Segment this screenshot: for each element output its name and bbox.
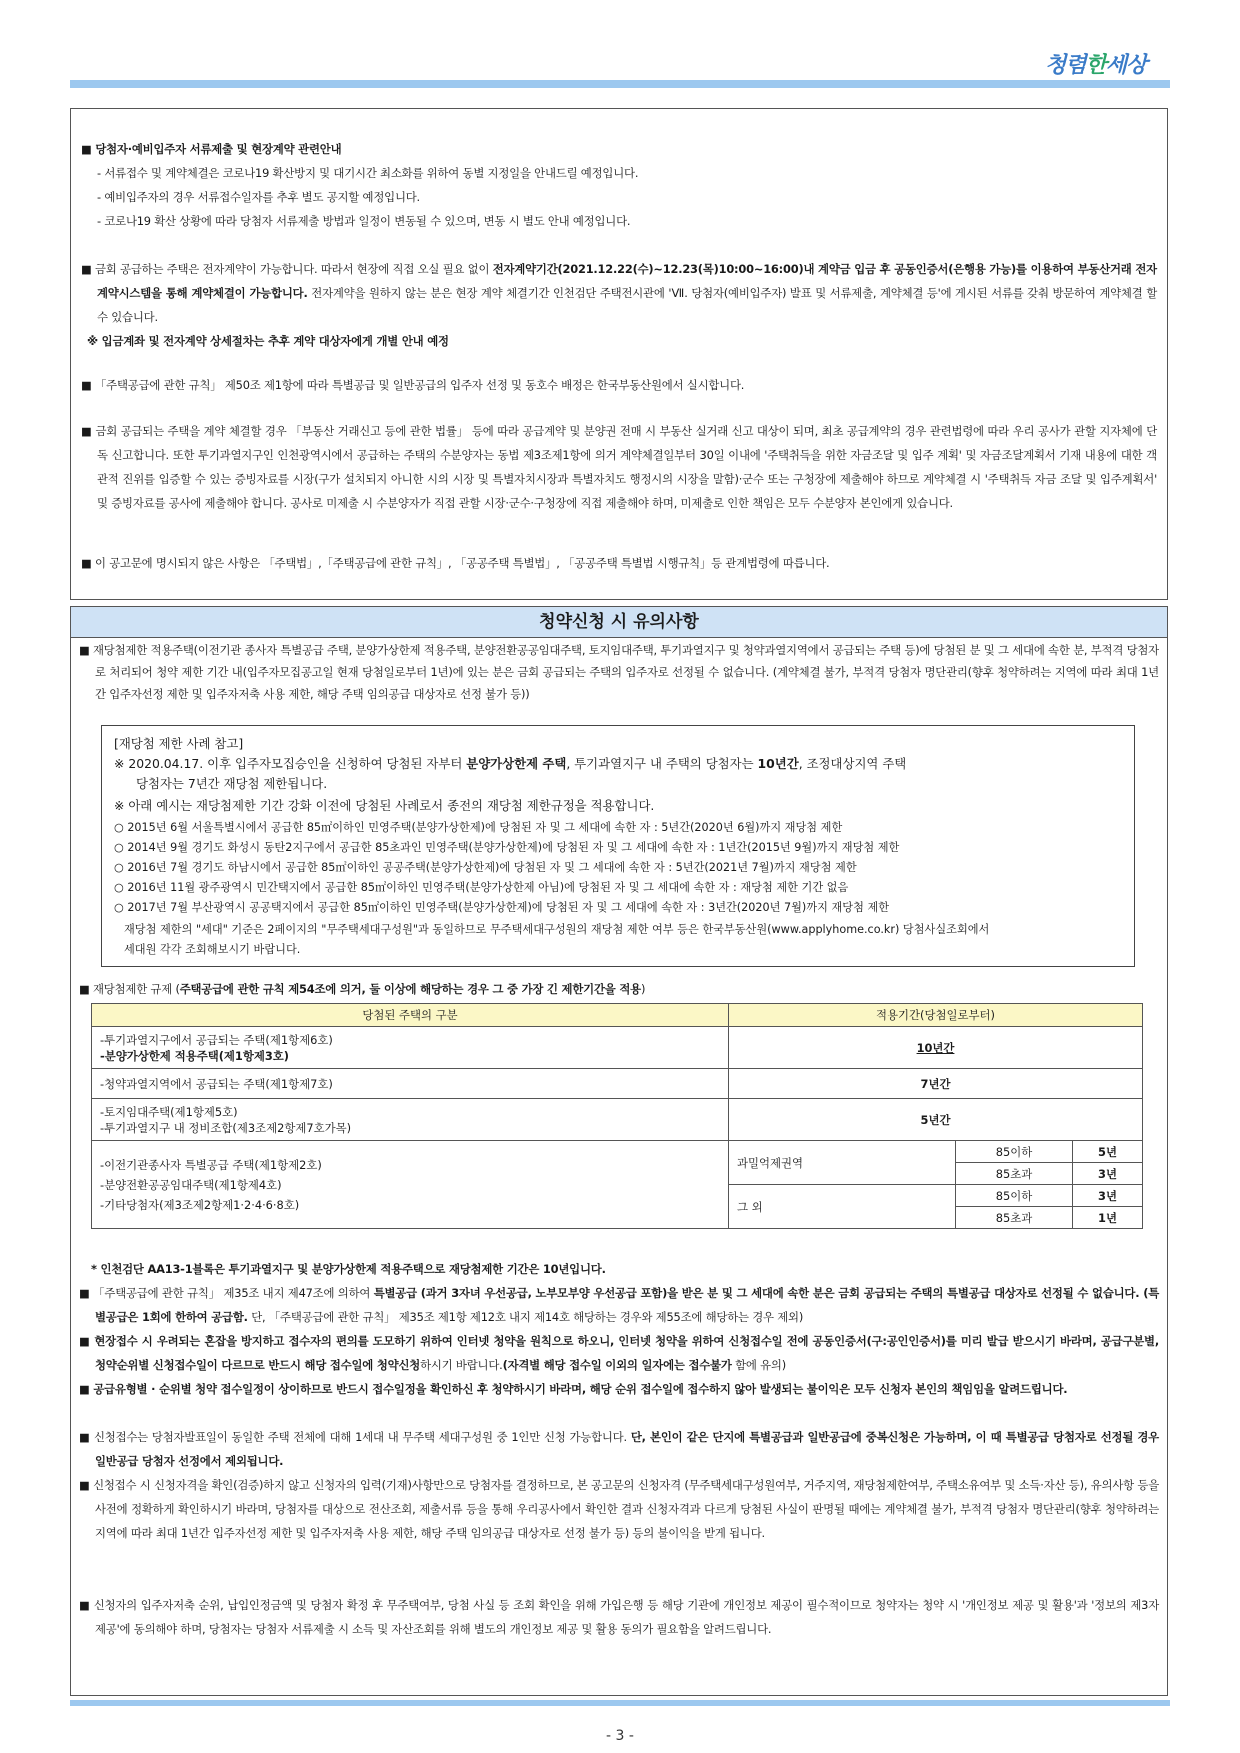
bullet-4: ■ 신청접수는 당첨자발표일이 동일한 주택 전체에 대해 1세대 내 무주택 세대구성원 중 1인만 신청 가능합니다. 단, 본인이 같은 단지에 특별공급과 일반공급에 중복신청은 가능하며, 이 때 특별공급 당첨자로 선정될 경우 일반공급 당첨자 선정에서 제외됩니다. [79,1430,1159,1468]
table-row: -토지임대주택(제1항제5호) -투기과열지구 내 정비조합(제3조제2항제7호가목) 5년간 [92,1099,1143,1141]
intro: ■ 재당첨제한 적용주택(이전기관 종사자 특별공급 주택, 분양가상한제 적용주택, 분양전환공공임대주택, 토지임대주택, 투기과열지구 및 청약과열지역에서 공급되는 주택 등)에 당첨된 분 및 그 세대에 속한 분, 부적격 당첨자로 처리되어 청약 제한 기간 내(입주자모집공고일 현재 당첨일로부터 1년)에 있는 분은 금회 공급되는 주택의 입주자로 선정될 수 없습니다. (계약체결 불가, 부적격 당첨자 명단관리(향후 청약하려는 지역에 따라 최대 1년간 입주자선정 제한 및 입주자저축 사용 제한, 해당 주택 임의공급 대상자로 선정 불가 등)) [79,643,1159,701]
restriction-table [91,1003,1143,1229]
p2: ■ 금회 공급하는 주택은 전자계약이 가능합니다. 따라서 현장에 직접 오실 필요 없이 전자계약기간(2021.12.22(수)~12.23(목)10:00~16:00)내 계약금 입금 후 공동인증서(은행용 가능)를 이용하여 부동산거래 전자계약시스템을 통해 계약체결이 가능합니다. 전자계약을 원하지 않는 분은 현장 계약 체결기간 인천검단 주택전시관에 'Ⅶ. 당첨자(예비입주자) 발표 및 서류제출, 계약체결 등'에 게시된 서류를 갖춰 방문하여 계약체결 할 수 있습니다. ※ 입금계좌 및 전자계약 상세절차는 추후 계약 대상자에게 개별 안내 예정 [81,262,1157,348]
rule-title: ■ 재당첨제한 규제 (주택공급에 관한 규칙 제54조에 의거, 둘 이상에 해당하는 경우 그 중 가장 긴 제한기간을 적용) [79,982,646,996]
top-rule [70,80,1170,88]
bottom-rule [70,1700,1170,1706]
table-row: 85초과 3년 [92,1163,1143,1185]
table-row: 85초과 1년 [92,1207,1143,1229]
table-row: -투기과열지구에서 공급되는 주택(제1항제6호) -분양가상한제 적용주택(제1항제3호) 10년간 [92,1027,1143,1069]
logo: 청렴한세상 [1045,53,1147,78]
example-foot: 세대원 각각 조회해보시기 바랍니다. [124,943,301,956]
example-case: ○ 2016년 7월 경기도 하남시에서 공급한 85㎡이하인 공공주택(분양가상한제)에 당첨된 자 및 그 세대에 속한 자 : 5년간(2021년 7월)까지 재당첨 제한 [114,861,857,874]
table-row: -이전기관종사자 특별공급 주택(제1항제2호) -분양전환공공임대주택(제1항제4호) -기타당첨자(제3조제2항제1·2·4·6·8호) 과밀억제권역 85이하 5년 [92,1141,1143,1163]
example-foot: 재당첨 제한의 "세대" 기준은 2페이지의 "무주택세대구성원"과 동일하므로 무주택세대구성원의 재당첨 제한 여부 등은 한국부동산원(www.applyhome.co.kr) 당첨사실조회에서 [124,923,990,936]
example-note-1: ※ 2020.04.17. 이후 입주자모집승인을 신청하여 당첨된 자부터 분양가상한제 주택, 투기과열지구 내 주택의 당첨자는 10년간, 조정대상지역 주택 [114,756,907,771]
page-number: - 3 - [606,1728,634,1744]
bullet-5: ■ 신청접수 시 신청자격을 확인(검증)하지 않고 신청자의 입력(기재)사항만으로 당첨자를 결정하므로, 본 공고문의 신청자격 (무주택세대구성원여부, 거주지역, 재당첨제한여부, 주택소유여부 및 소득·자산 등), 유의사항 등을 사전에 정확하게 확인하시기 바라며, 당첨자를 대상으로 전산조회, 제출서류 등을 통해 우리공사에서 확인한 결과 신청자격과 다르게 당첨된 사실이 판명될 때에는 계약체결 불가, 부적격 당첨자 명단관리(향후 청약하려는 지역에 따라 최대 1년간 입주자선정 제한 및 입주자저축 사용 제한, 해당 주택 임의공급 대상자로 선정 불가 등) 등의 불이익을 받게 됩니다. [79,1478,1159,1540]
section-heading: 청약신청 시 유의사항 [71,607,1167,638]
example-note-1b: 당첨자는 7년간 재당첨 제한됩니다. [136,776,328,791]
notice-box [70,108,1168,600]
bullet-6: ■ 신청자의 입주자저축 순위, 납입인정금액 및 당첨자 확정 후 무주택여부, 당첨 사실 등 조회 확인을 위해 가입은행 등 해당 기관에 개인정보 제공이 필수적이므로 청약자는 청약 시 '개인정보 제공 및 활용'과 '정보의 제3자 제공'에 동의해야 하며, 당첨자는 당첨자 서류제출 시 소득 및 자산조회를 위해 별도의 개인정보 제공 및 활용 동의가 필요함을 알려드립니다. [79,1598,1159,1636]
p4: ■ 금회 공급되는 주택을 계약 체결할 경우 「부동산 거래신고 등에 관한 법률」 등에 따라 공급계약 및 분양권 전매 시 부동산 실거래 신고 대상이 되며, 최초 공급계약의 경우 관련법령에 따라 우리 공사가 관할 지자체에 단독 신고합니다. 또한 투기과열지구인 인천광역시에서 공급하는 주택의 수분양자는 동법 제3조제1항에 의거 계약체결일부터 30일 이내에 '주택취득을 위한 자금조달 및 입주 계획' 및 자금조달계획서 기재 내용에 대한 객관적 진위를 입증할 수 있는 증빙자료를 시장(구가 설치되지 아니한 시의 시장 및 특별자치시장과 특별자치도 행정시의 시장을 말함)·군수 또는 구청장에 제출해야 하므로 계약체결 시 '주택취득 자금 조달 및 입주계획서' 및 증빙자료를 공사에 제출해야 합니다. 공사로 미제출 시 수분양자가 직접 관할 시장·군수·구청장에 직접 제출해야 하며, 미제출로 인한 책임은 모두 수분양자 본인에게 있습니다. [81,424,1157,510]
table-row: -청약과열지역에서 공급되는 주택(제1항제7호) 7년간 [92,1069,1143,1099]
table-header: 당첨된 주택의 구분 [92,1004,729,1027]
example-title: [재당첨 제한 사례 참고] [114,736,244,751]
example-box [101,725,1135,967]
example-case: ○ 2014년 9월 경기도 화성시 동탄2지구에서 공급한 85초과인 민영주택(분양가상한제)에 당첨된 자 및 그 세대에 속한 자 : 1년간(2015년 9월)까지 재당첨 제한 [114,841,900,854]
precautions-box [70,606,1168,1696]
p3: ■ 「주택공급에 관한 규칙」 제50조 제1항에 따라 특별공급 및 일반공급의 입주자 선정 및 동호수 배정은 한국부동산원에서 실시합니다. [81,378,745,392]
example-case: ○ 2016년 11월 광주광역시 민간택지에서 공급한 85㎡이하인 민영주택(분양가상한제 아님)에 당첨된 자 및 그 세대에 속한 자 : 재당첨 제한 기간 없음 [114,881,849,894]
example-case: ○ 2015년 6월 서울특별시에서 공급한 85㎡이하인 민영주택(분양가상한제)에 당첨된 자 및 그 세대에 속한 자 : 5년간(2020년 6월)까지 재당첨 제한 [114,821,843,834]
bullet-1: ■ 「주택공급에 관한 규칙」 제35조 내지 제47조에 의하여 특별공급 (과거 3자녀 우선공급, 노부모부양 우선공급 포함)을 받은 분 및 그 세대에 속한 분은 금회 공급되는 주택의 특별공급 대상자로 선정될 수 없습니다. (특별공급은 1회에 한하여 공급함. 단, 「주택공급에 관한 규칙」 제35조 제1항 제12호 내지 제14호 해당하는 경우와 제55조에 해당하는 경우 제외) [79,1286,1160,1324]
p5: ■ 이 공고문에 명시되지 않은 사항은 「주택법」,「주택공급에 관한 규칙」, 「공공주택 특별법」, 「공공주택 특별법 시행규칙」등 관계법령에 따릅니다. [81,556,830,570]
table-header: 적용기간(당첨일로부터) [729,1004,1143,1027]
p1: ■ 당첨자·예비입주자 서류제출 및 현장계약 관련안내 - 서류접수 및 계약체결은 코로나19 확산방지 및 대기시간 최소화를 위하여 동별 지정일을 안내드릴 예정입니다. - 예비입주자의 경우 서류접수일자를 추후 별도 공지할 예정입니다. - 코로나19 확산 상황에 따라 당첨자 서류제출 방법과 일정이 변동될 수 있으며, 변동 시 별도 안내 예정입니다. [81,142,639,228]
example-note-2: ※ 아래 예시는 재당첨제한 기간 강화 이전에 당첨된 사례로서 종전의 재당첨 제한규정을 적용합니다. [114,798,655,813]
example-case: ○ 2017년 7월 부산광역시 공공택지에서 공급한 85㎡이하인 민영주택(분양가상한제)에 당첨된 자 및 그 세대에 속한 자 : 3년간(2020년 7월)까지 재당첨 제한 [114,901,890,914]
bullet-2: ■ 현장접수 시 우려되는 혼잡을 방지하고 접수자의 편의를 도모하기 위하여 인터넷 청약을 원칙으로 하오니, 인터넷 청약을 위하여 신청접수일 전에 공동인증서(구:공인인증서)를 미리 발급 받으시기 바라며, 공급구분별, 청약순위별 신청접수일이 다르므로 반드시 해당 접수일에 청약신청하시기 바랍니다.(자격별 해당 접수일 이외의 일자에는 접수불가 함에 유의) [79,1334,1159,1372]
table-row: 그 외 85이하 3년 [92,1185,1143,1207]
table-note: * 인천검단 AA13-1블록은 투기과열지구 및 분양가상한제 적용주택으로 재당첨제한 기간은 10년입니다. [91,1262,606,1276]
bullet-3: ■ 공급유형별 · 순위별 청약 접수일정이 상이하므로 반드시 접수일정을 확인하신 후 청약하시기 바라며, 해당 순위 접수일에 접수하지 않아 발생되는 불이익은 모두 신청자 본인의 책임임을 알려드립니다. [79,1382,1068,1396]
